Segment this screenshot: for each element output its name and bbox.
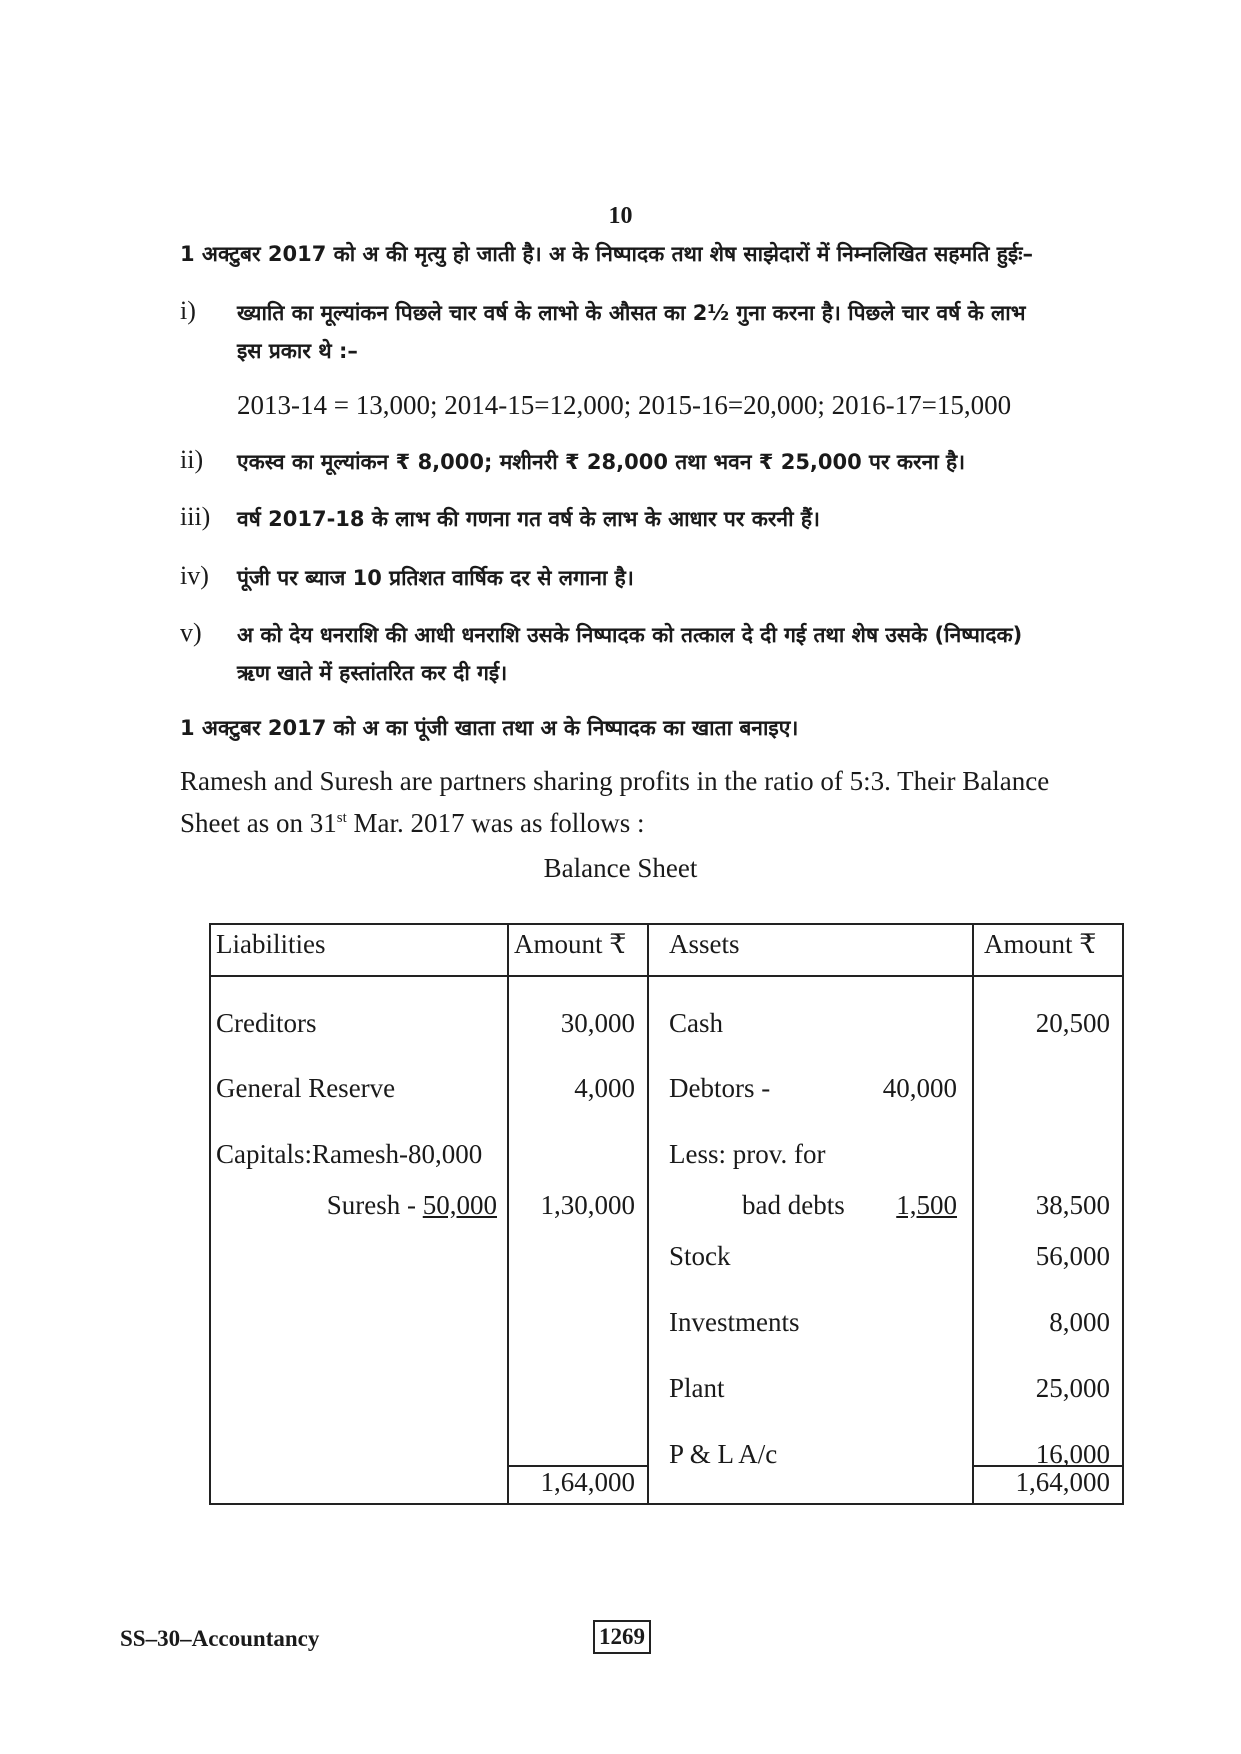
cash-amount: 20,500 (1035, 1008, 1110, 1038)
capitals-ramesh-label: Capitals:Ramesh-80,000 (216, 1139, 483, 1169)
cash-label: Cash (669, 1008, 723, 1038)
header-amount-liabilities: Amount ₹ (508, 924, 648, 976)
item-marker-2: ii) (180, 445, 204, 474)
assets-column (648, 976, 973, 1504)
investments-label: Investments (669, 1307, 800, 1337)
item-1-line2: इस प्रकार थे :– (237, 339, 358, 363)
balance-sheet-table (209, 923, 1124, 1505)
item-5-line2: ऋण खाते में हस्तांतरित कर दी गई। (237, 661, 508, 685)
page-number: 10 (608, 203, 633, 229)
header-liabilities: Liabilities (210, 924, 508, 976)
liabilities-total: 1,64,000 (540, 1467, 635, 1497)
header-assets: Assets (648, 924, 973, 976)
item-5-line1: अ को देय धनराशि की आधी धनराशि उसके निष्पादक को तत्काल दे दी गई तथा शेष उसके (निष्पादक) (237, 623, 1023, 647)
capitals-amount: 1,30,000 (540, 1190, 635, 1220)
stock-label: Stock (669, 1241, 731, 1271)
item-marker-3: iii) (180, 502, 211, 531)
plant-amount: 25,000 (1035, 1373, 1110, 1403)
capitals-suresh-label: Suresh - 50,000 (326, 1190, 497, 1220)
pl-account-label: P & L A/c (669, 1439, 778, 1469)
question-line-2: Sheet as on 31st Mar. 2017 was as follows : (180, 808, 645, 838)
header-amount-assets: Amount ₹ (973, 924, 1123, 976)
item-3-line1: वर्ष 2017-18 के लाभ की गणना गत वर्ष के लाभ के आधार पर करनी हैं। (237, 507, 820, 531)
footer-subject: SS–30–Accountancy (120, 1626, 320, 1651)
item-1-line1: ख्याति का मूल्यांकन पिछले चार वर्ष के लाभो के औसत का 2½ गुना करना है। पिछले चार वर्ष के लाभ (237, 301, 1026, 325)
profits-line: 2013-14 = 13,000; 2014-15=12,000; 2015-16=20,000; 2016-17=15,000 (237, 390, 1012, 420)
general-reserve-amount: 4,000 (574, 1073, 635, 1103)
debtors-value: 40,000 (882, 1073, 957, 1103)
liabilities-total-box (509, 1465, 647, 1503)
assets-total-box (974, 1465, 1122, 1503)
assets-amount-column (973, 976, 1123, 1504)
liabilities-column (210, 976, 508, 1504)
hindi-closing: 1 अक्टुबर 2017 को अ का पूंजी खाता तथा अ के निष्पादक का खाता बनाइए। (180, 716, 799, 740)
bad-debts-value: 1,500 (896, 1190, 957, 1220)
plant-label: Plant (669, 1373, 725, 1403)
question-line-1: Ramesh and Suresh are partners sharing profits in the ratio of 5:3. Their Balance (180, 766, 1050, 796)
general-reserve-label: General Reserve (216, 1073, 396, 1103)
footer-page-number: 1269 (593, 1620, 651, 1654)
creditors-amount: 30,000 (560, 1008, 635, 1038)
item-4-line1: पूंजी पर ब्याज 10 प्रतिशत वार्षिक दर से लगाना है। (237, 566, 634, 590)
item-2-line1: एकस्व का मूल्यांकन ₹ 8,000; मशीनरी ₹ 28,000 तथा भवन ₹ 25,000 पर करना है। (237, 450, 966, 474)
item-marker-4: iv) (180, 561, 209, 590)
debtors-label: Debtors - (669, 1073, 771, 1103)
investments-amount: 8,000 (1049, 1307, 1110, 1337)
assets-total: 1,64,000 (1015, 1467, 1110, 1497)
creditors-label: Creditors (216, 1008, 317, 1038)
stock-amount: 56,000 (1035, 1241, 1110, 1271)
pl-account-amount: 16,000 (1035, 1439, 1110, 1469)
liabilities-amount-column (508, 976, 648, 1504)
hindi-intro: 1 अक्टुबर 2017 को अ की मृत्यु हो जाती है। अ के निष्पादक तथा शेष साझेदारों में निम्नलिखित सहमति हुईः– (180, 242, 1033, 266)
less-provision-label: Less: prov. for (669, 1139, 826, 1169)
item-marker-1: i) (180, 296, 196, 325)
bad-debts-label: bad debts (742, 1190, 845, 1220)
debtors-net-amount: 38,500 (1035, 1190, 1110, 1220)
balance-sheet-caption: Balance Sheet (543, 853, 698, 883)
item-marker-5: v) (180, 618, 202, 647)
